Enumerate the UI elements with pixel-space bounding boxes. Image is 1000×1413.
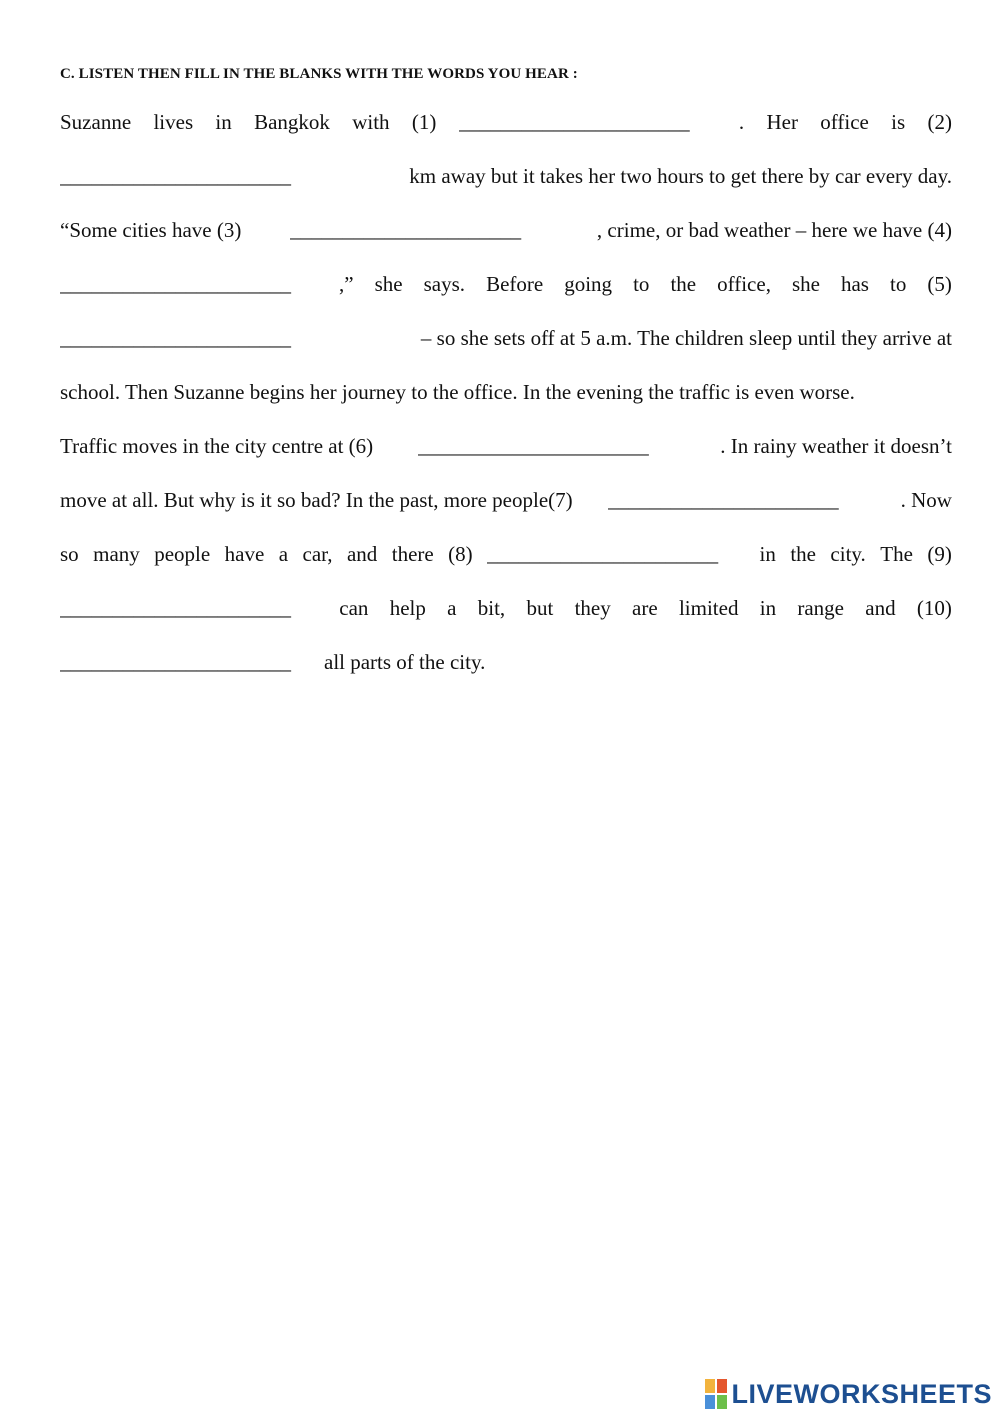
word: car, bbox=[302, 542, 333, 566]
passage-line-7 bbox=[60, 432, 952, 460]
word: they bbox=[574, 596, 611, 620]
passage-line-11 bbox=[60, 648, 952, 676]
text-segment: – so she sets off at 5 a.m. The children sleep until they arrive at bbox=[420, 326, 952, 350]
word: to bbox=[633, 272, 650, 296]
word: is bbox=[891, 110, 906, 134]
word: Suzanne bbox=[60, 110, 132, 134]
word: going bbox=[564, 272, 613, 296]
word: has bbox=[840, 272, 869, 296]
word: the bbox=[790, 542, 816, 566]
word: with bbox=[352, 110, 390, 134]
word: she bbox=[791, 272, 820, 296]
word: to bbox=[890, 272, 907, 296]
answer-blank-6[interactable]: ______________________ bbox=[417, 434, 649, 458]
blank-number-9: (9) bbox=[927, 542, 952, 566]
word: . bbox=[738, 110, 745, 134]
text-segment: all parts of the city. bbox=[324, 650, 486, 674]
liveworksheets-logo-icon bbox=[705, 1379, 727, 1409]
word: city. bbox=[830, 542, 866, 566]
word: so bbox=[60, 542, 79, 566]
text-segment: Traffic moves in the city centre at (6) bbox=[60, 434, 374, 458]
section-heading: C. LISTEN THEN FILL IN THE BLANKS WITH THE WORDS YOU HEAR : bbox=[60, 66, 578, 82]
blank-number-5: (5) bbox=[927, 272, 952, 296]
passage-line-4 bbox=[60, 270, 952, 298]
text-segment: move at all. But why is it so bad? In the past, more people(7) bbox=[60, 488, 573, 512]
word: Before bbox=[486, 272, 544, 296]
liveworksheets-logo bbox=[705, 1376, 992, 1412]
word: are bbox=[632, 596, 658, 620]
word: lives bbox=[153, 110, 194, 134]
word: a bbox=[447, 596, 457, 620]
word: in bbox=[215, 110, 232, 134]
text-segment: , crime, or bad weather – here we have (4) bbox=[596, 218, 952, 242]
passage-line-2 bbox=[60, 162, 952, 190]
text-segment: school. Then Suzanne begins her journey to the office. In the evening the traffic is even worse. bbox=[60, 380, 855, 404]
word: in bbox=[759, 596, 777, 620]
word: can bbox=[339, 596, 369, 620]
word: and bbox=[865, 596, 896, 620]
answer-blank-1[interactable]: ______________________ bbox=[458, 110, 690, 134]
word: but bbox=[526, 596, 554, 620]
word: limited bbox=[678, 596, 739, 620]
text-segment: km away but it takes her two hours to get there by car every day. bbox=[409, 164, 952, 188]
passage-line-5 bbox=[60, 324, 952, 352]
logo-text: LIVEWORKSHEETS bbox=[731, 1378, 992, 1409]
word: office bbox=[820, 110, 869, 134]
blank-number-10: (10) bbox=[916, 596, 952, 620]
text-segment: . In rainy weather it doesn’t bbox=[720, 434, 952, 458]
text-segment: “Some cities have (3) bbox=[60, 218, 242, 242]
answer-blank-4[interactable]: ______________________ bbox=[60, 272, 291, 296]
word: ,” bbox=[339, 272, 354, 296]
blank-number-2: (2) bbox=[927, 110, 952, 134]
word: help bbox=[389, 596, 426, 620]
blank-number-8: (8) bbox=[448, 542, 473, 566]
passage-line-10 bbox=[60, 594, 952, 622]
text-segment: . Now bbox=[900, 488, 952, 512]
answer-blank-2[interactable]: ______________________ bbox=[60, 164, 291, 188]
word: there bbox=[391, 542, 434, 566]
passage-line-6 bbox=[60, 378, 952, 406]
word: bit, bbox=[477, 596, 506, 620]
answer-blank-10[interactable]: ______________________ bbox=[60, 650, 291, 674]
blank-number-1: (1) bbox=[411, 110, 437, 134]
word: says. bbox=[423, 272, 466, 296]
passage-line-9 bbox=[60, 540, 952, 568]
answer-blank-3[interactable]: ______________________ bbox=[290, 218, 522, 242]
word: people bbox=[154, 542, 211, 566]
answer-blank-8[interactable]: ______________________ bbox=[487, 542, 719, 566]
word: the bbox=[670, 272, 697, 296]
answer-blank-7[interactable]: ______________________ bbox=[607, 488, 839, 512]
word: in bbox=[759, 542, 776, 566]
word: a bbox=[278, 542, 289, 566]
word: Her bbox=[766, 110, 798, 134]
passage-line-1 bbox=[60, 108, 952, 136]
answer-blank-5[interactable]: ______________________ bbox=[60, 326, 291, 350]
answer-blank-9[interactable]: ______________________ bbox=[60, 596, 291, 620]
word: she bbox=[374, 272, 403, 296]
word: and bbox=[346, 542, 378, 566]
word: have bbox=[224, 542, 265, 566]
word: range bbox=[797, 596, 844, 620]
word: many bbox=[93, 542, 140, 566]
word: The bbox=[880, 542, 913, 566]
word: office, bbox=[717, 272, 771, 296]
word: Bangkok bbox=[254, 110, 330, 134]
passage-line-3 bbox=[60, 216, 952, 244]
passage-line-8 bbox=[60, 486, 952, 514]
